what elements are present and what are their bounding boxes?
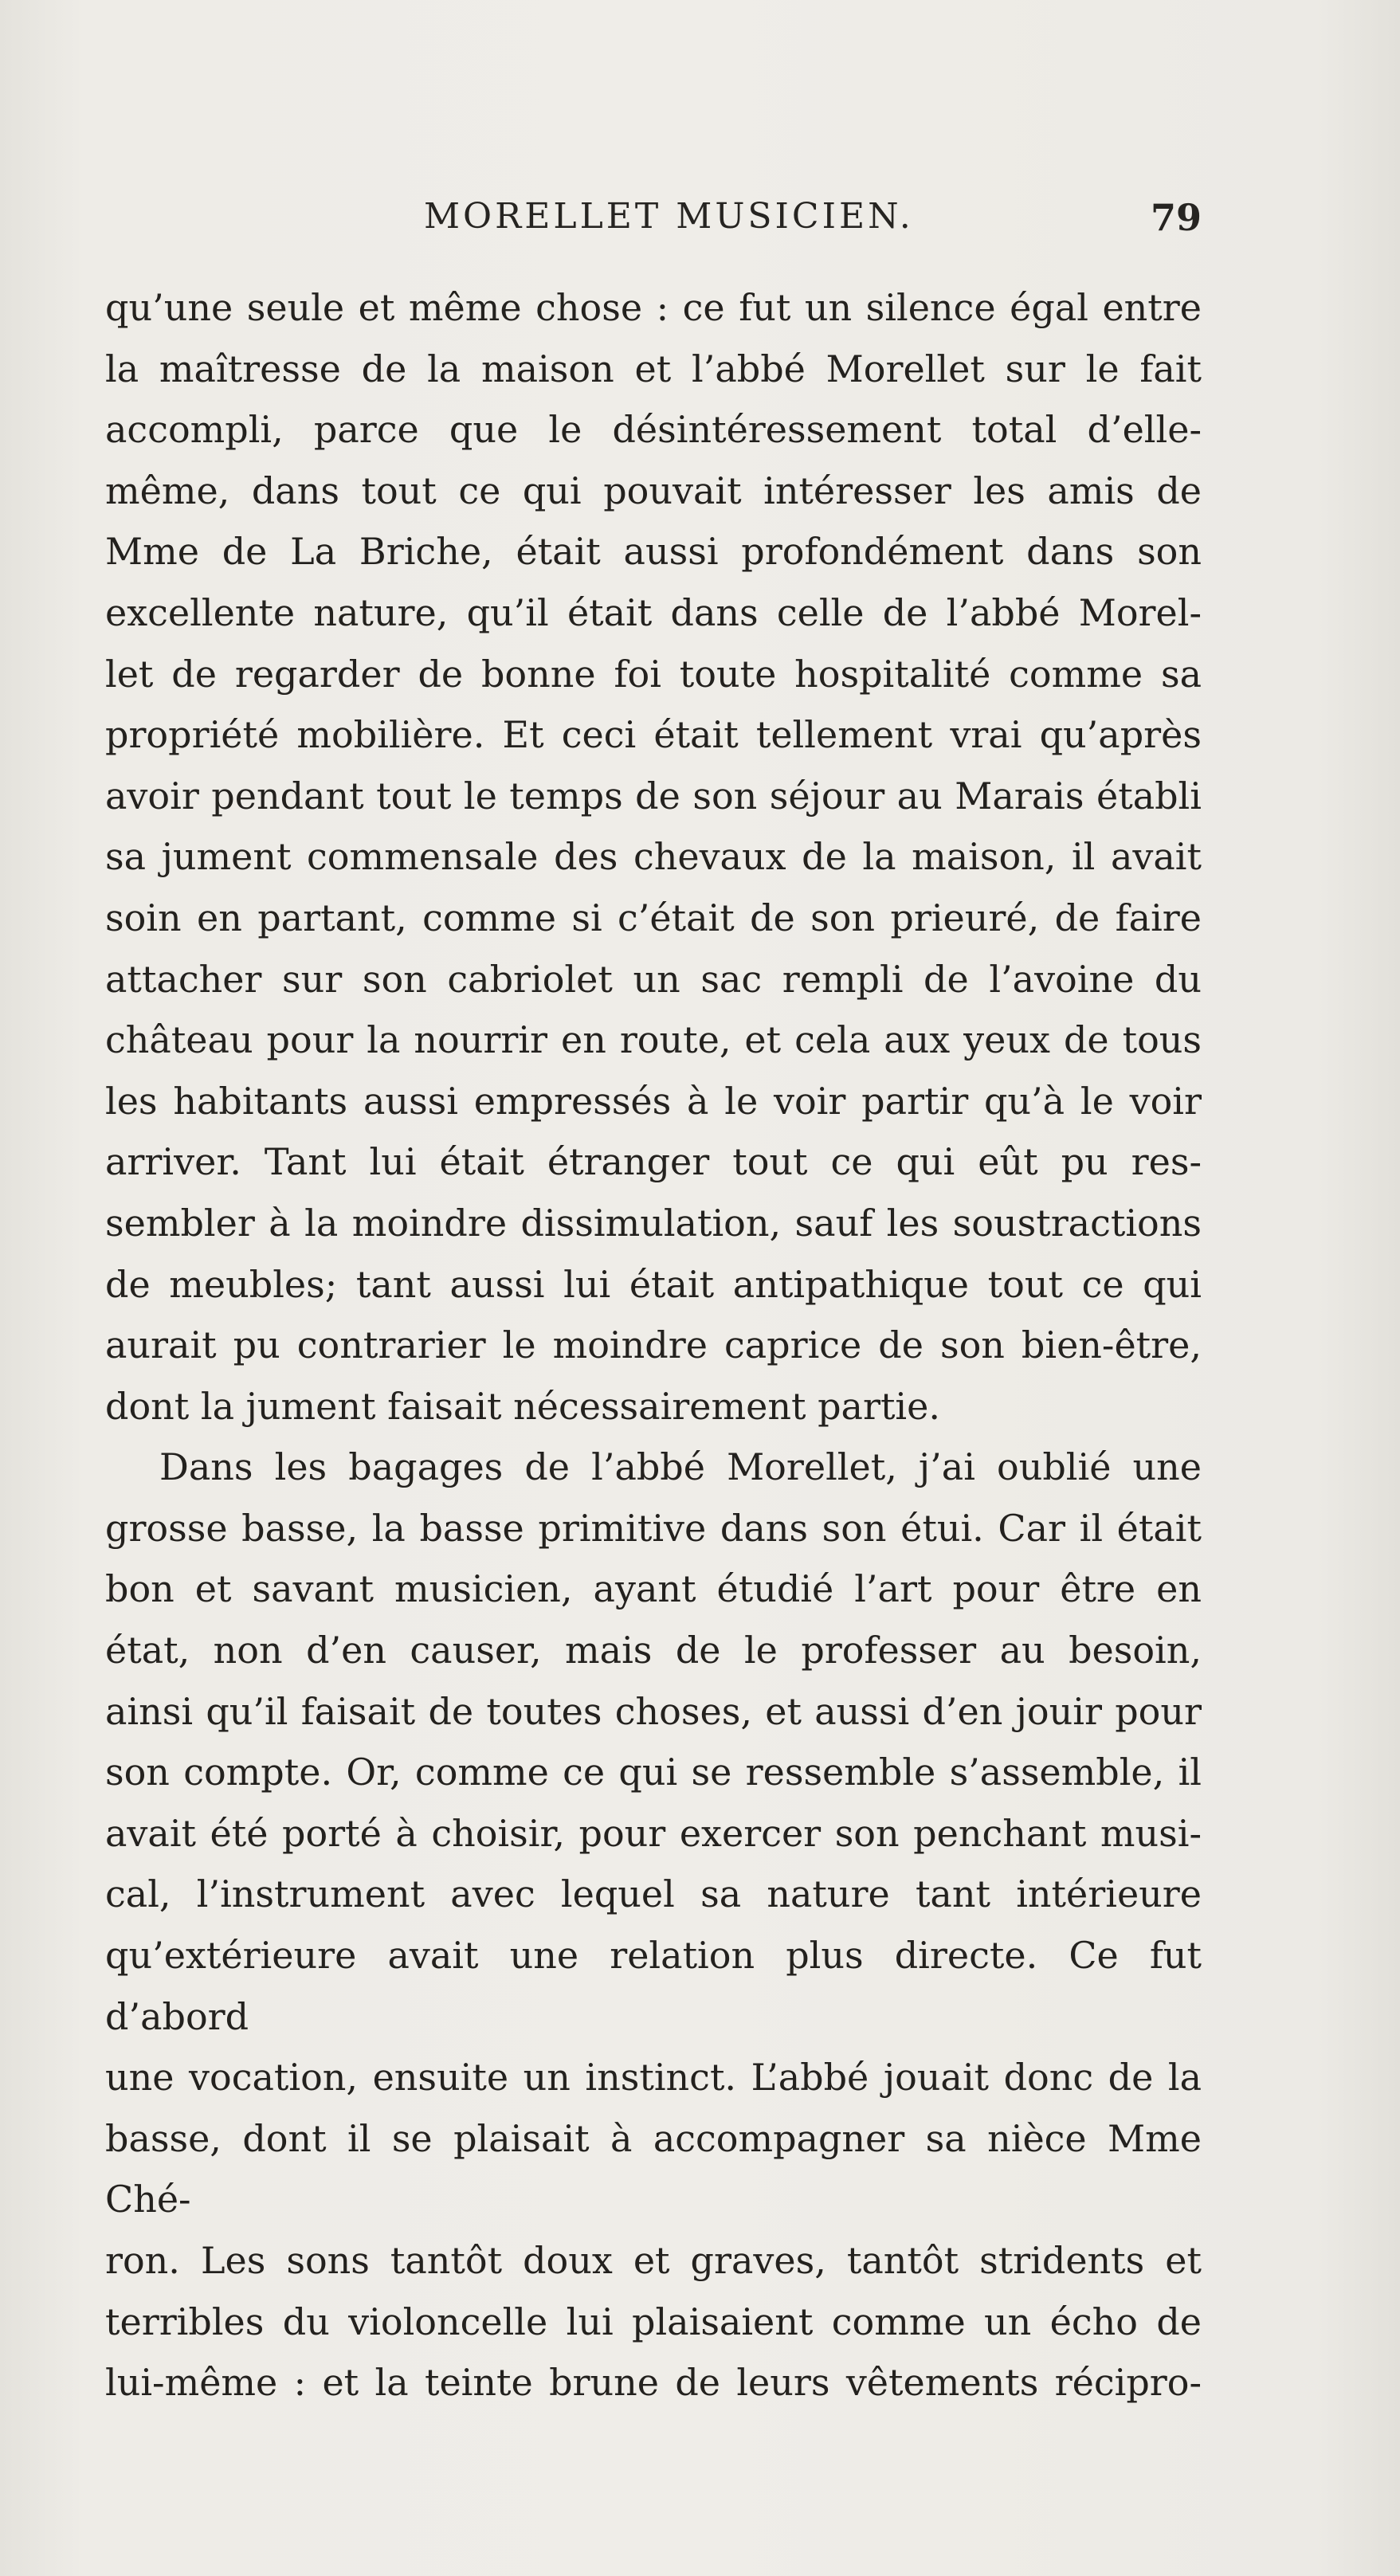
text-line: la maîtresse de la maison et l’abbé Morellet sur le fait (105, 347, 1202, 390)
running-title: MORELLET MUSICIEN. (424, 196, 914, 237)
text-line: ainsi qu’il faisait de toutes choses, et aussi d’en jouir pour (105, 1689, 1202, 1733)
page-number: 79 (1150, 196, 1202, 239)
text-line: château pour la nourrir en route, et cela aux yeux de tous (105, 1018, 1202, 1062)
text-line: sa jument commensale des chevaux de la maison, il avait (105, 835, 1202, 879)
text-line: qu’une seule et même chose : ce fut un silence égal entre (105, 286, 1202, 329)
text-line: terribles du violoncelle lui plaisaient comme un écho de (105, 2300, 1202, 2343)
text-line: ron. Les sons tantôt doux et graves, tantôt stridents et (105, 2239, 1202, 2282)
text-line: arriver. Tant lui était étranger tout ce qui eût pu res- (105, 1140, 1202, 1184)
text-line: dont la jument faisait nécessairement partie. (105, 1384, 940, 1428)
body-text (105, 277, 1202, 2413)
text-line: une vocation, ensuite un instinct. L’abbé jouait donc de la (105, 2056, 1202, 2100)
text-line: lui-même : et la teinte brune de leurs vêtements récipro- (105, 2361, 1202, 2405)
text-line: les habitants aussi empressés à le voir partir qu’à le voir (105, 1079, 1202, 1123)
text-line: avoir pendant tout le temps de son séjour au Marais établi (105, 774, 1202, 817)
text-line: bon et savant musicien, ayant étudié l’art pour être en (105, 1567, 1202, 1611)
text-line: Dans les bagages de l’abbé Morellet, j’ai oublié une (159, 1445, 1202, 1489)
text-line: propriété mobilière. Et ceci était tellement vrai qu’après (105, 713, 1202, 757)
text-line: avait été porté à choisir, pour exercer son penchant musi- (105, 1811, 1202, 1855)
text-line: état, non d’en causer, mais de le professer au besoin, (105, 1629, 1202, 1672)
text-line: même, dans tout ce qui pouvait intéresser les amis de (105, 469, 1202, 512)
text-line: accompli, parce que le désintéressement total d’elle- (105, 408, 1202, 452)
text-line: qu’extérieure avait une relation plus directe. Ce fut d’abord (105, 1934, 1202, 2038)
text-line: son compte. Or, comme ce qui se ressemble s’assemble, il (105, 1751, 1202, 1794)
text-line: Mme de La Briche, était aussi profondément dans son (105, 530, 1202, 574)
text-line: let de regarder de bonne foi toute hospitalité comme sa (105, 652, 1202, 696)
text-line: sembler à la moindre dissimulation, sauf les soustractions (105, 1201, 1202, 1245)
text-line: aurait pu contrarier le moindre caprice de son bien-être, (105, 1323, 1202, 1367)
text-line: basse, dont il se plaisait à accompagner sa nièce Mme Ché- (105, 2116, 1202, 2221)
text-line: de meubles; tant aussi lui était antipathique tout ce qui (105, 1262, 1202, 1306)
text-line: grosse basse, la basse primitive dans son étui. Car il était (105, 1506, 1202, 1550)
page-header (105, 196, 1202, 252)
text-line: cal, l’instrument avec lequel sa nature tant intérieure (105, 1872, 1202, 1916)
text-line: excellente nature, qu’il était dans celle de l’abbé Morel- (105, 590, 1202, 634)
text-line: soin en partant, comme si c’était de son prieuré, de faire (105, 896, 1202, 939)
text-line: attacher sur son cabriolet un sac rempli de l’avoine du (105, 957, 1202, 1001)
